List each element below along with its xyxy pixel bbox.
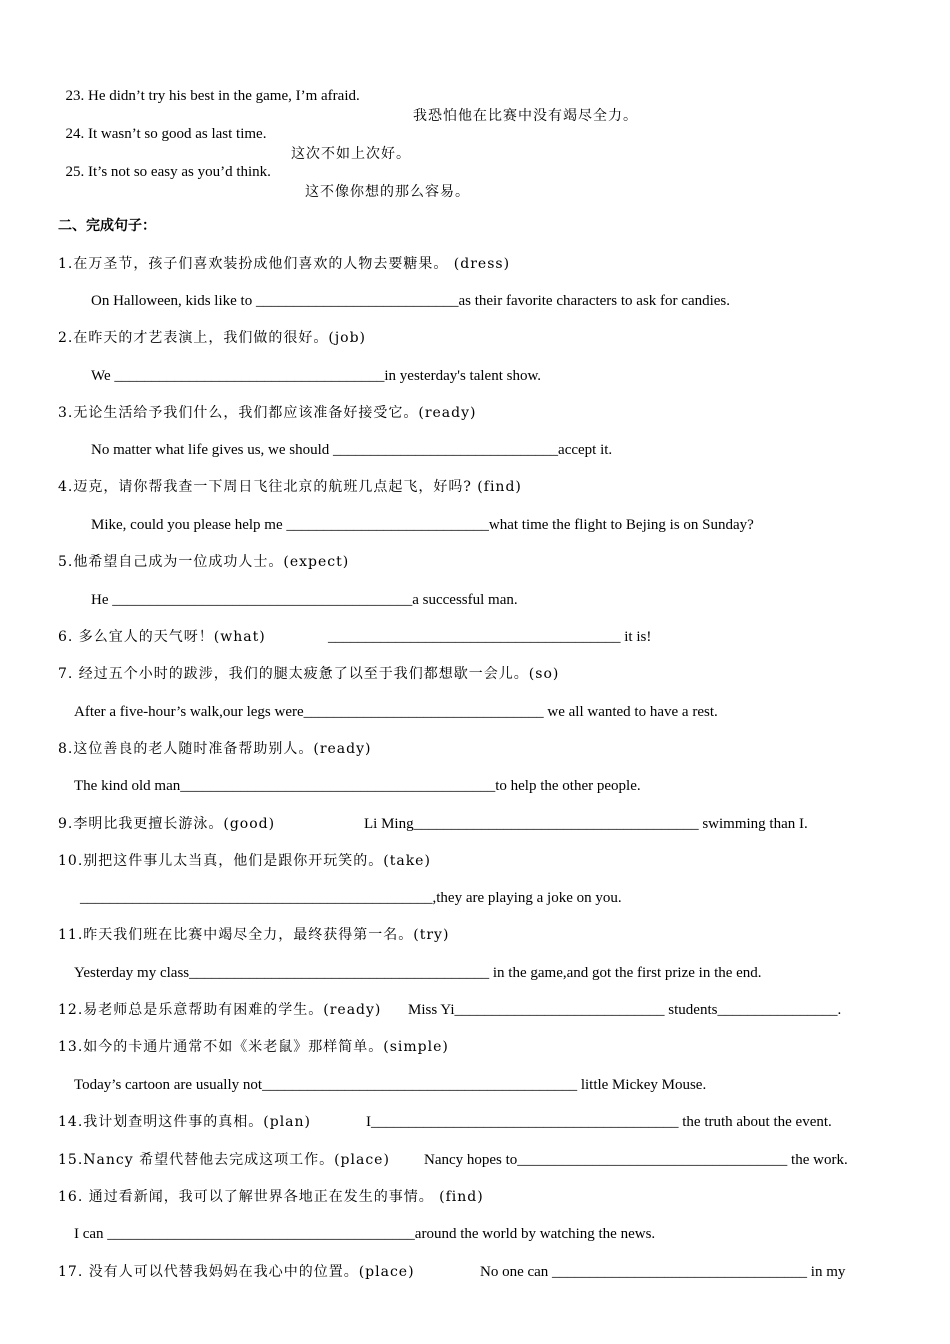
item-11-answer: Yesterday my class________________________________________ in the game,and got the first prize in the end. xyxy=(74,965,762,981)
sentence-23-cn: 我恐怕他在比赛中没有竭尽全力。 xyxy=(413,108,638,124)
item-16-prompt: 16. 通过看新闻，我可以了解世界各地正在发生的事情。 (find) xyxy=(58,1189,484,1205)
item-14-prompt: 14.我计划查明这件事的真相。(plan) xyxy=(58,1114,311,1130)
item-7-answer: After a five-hour’s walk,our legs were________________________________ we all wanted to have a rest. xyxy=(74,704,718,720)
item-12-answer: Miss Yi____________________________ students________________. xyxy=(408,1002,842,1018)
item-4-answer: Mike, could you please help me ___________________________what time the flight to Bejing is on Sunday? xyxy=(91,517,754,533)
item-13-prompt: 13.如今的卡通片通常不如《米老鼠》那样简单。(simple) xyxy=(58,1039,449,1055)
sentence-25-cn: 这不像你想的那么容易。 xyxy=(305,184,470,200)
item-8-answer: The kind old man__________________________________________to help the other people. xyxy=(74,778,641,794)
item-11-prompt: 11.昨天我们班在比赛中竭尽全力，最终获得第一名。(try) xyxy=(58,927,450,943)
item-17-prompt: 17. 没有人可以代替我妈妈在我心中的位置。(place) xyxy=(58,1264,415,1280)
sentence-25-en: 25. It’s not so easy as you’d think. xyxy=(65,164,271,180)
sentence-23-en: 23. He didn’t try his best in the game, I’m afraid. xyxy=(65,88,360,104)
item-10-prompt: 10.别把这件事儿太当真，他们是跟你开玩笑的。(take) xyxy=(58,853,431,869)
item-3-prompt: 3.无论生活给予我们什么，我们都应该准备好接受它。(ready) xyxy=(58,405,477,421)
item-3-answer: No matter what life gives us, we should ______________________________accept it. xyxy=(91,442,613,458)
item-14-answer: I_________________________________________ the truth about the event. xyxy=(366,1114,832,1130)
item-4-prompt: 4.迈克，请你帮我查一下周日飞往北京的航班几点起飞，好吗? (find) xyxy=(58,479,522,495)
item-9-answer: Li Ming______________________________________ swimming than I. xyxy=(364,816,808,832)
item-1-prompt: 1.在万圣节，孩子们喜欢装扮成他们喜欢的人物去要糖果。 (dress) xyxy=(58,256,511,272)
sentence-24-en: 24. It wasn’t so good as last time. xyxy=(65,126,267,142)
item-15-prompt: 15.Nancy 希望代替他去完成这项工作。(place) xyxy=(58,1152,390,1168)
section-heading: 二、完成句子： xyxy=(58,218,156,234)
item-16-answer: I can _________________________________________around the world by watching the news. xyxy=(74,1226,656,1242)
item-12-prompt: 12.易老师总是乐意帮助有困难的学生。(ready) xyxy=(58,1002,382,1018)
item-5-prompt: 5.他希望自己成为一位成功人士。(expect) xyxy=(58,554,350,570)
item-10-answer: _______________________________________________,they are playing a joke on you. xyxy=(80,890,622,906)
item-9-prompt: 9.李明比我更擅长游泳。(good) xyxy=(58,816,276,832)
item-7-prompt: 7. 经过五个小时的跋涉，我们的腿太疲惫了以至于我们都想歇一会儿。(so) xyxy=(58,666,560,682)
item-2-answer: We ____________________________________in yesterday's talent show. xyxy=(91,368,542,384)
item-17-answer: No one can __________________________________ in my xyxy=(480,1264,846,1280)
item-6-prompt: 6. 多么宜人的天气呀！(what) xyxy=(58,629,266,645)
item-15-answer: Nancy hopes to____________________________________ the work. xyxy=(424,1152,848,1168)
item-6-answer: _______________________________________ it is! xyxy=(328,629,652,645)
sentence-24-cn: 这次不如上次好。 xyxy=(291,146,411,162)
item-2-prompt: 2.在昨天的才艺表演上，我们做的很好。(job) xyxy=(58,330,367,346)
item-5-answer: He ________________________________________a successful man. xyxy=(91,592,518,608)
item-1-answer: On Halloween, kids like to ___________________________as their favorite characters to ask for candies. xyxy=(91,293,731,309)
item-13-answer: Today’s cartoon are usually not__________________________________________ little Mickey Mouse. xyxy=(74,1077,707,1093)
item-8-prompt: 8.这位善良的老人随时准备帮助别人。(ready) xyxy=(58,741,372,757)
